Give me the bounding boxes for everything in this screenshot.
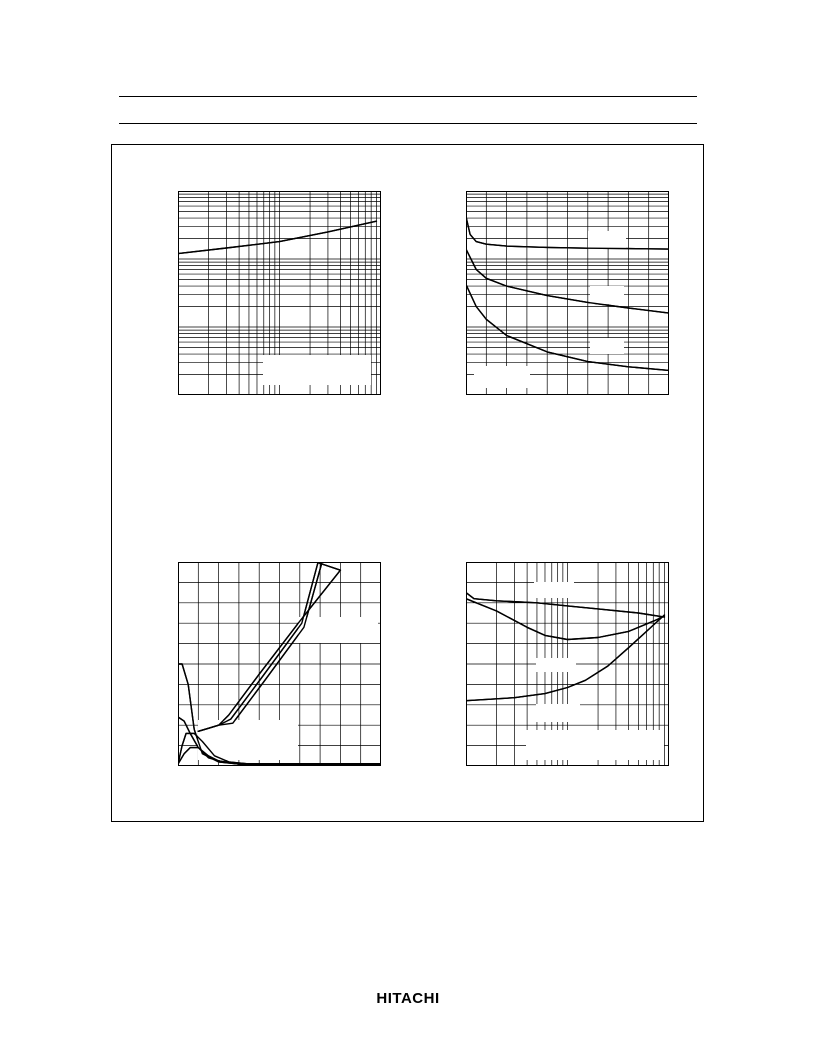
series-line-a-overlay — [198, 562, 340, 731]
series-curve-2 — [466, 599, 664, 640]
header-rule-top — [119, 96, 697, 97]
label-area-0 — [588, 231, 626, 249]
series-line-c — [198, 562, 322, 731]
label-area-2 — [536, 704, 580, 722]
label-area-2 — [590, 338, 624, 354]
label-area-3 — [474, 366, 530, 388]
label-area-1 — [590, 286, 624, 304]
chart-bottom-left — [178, 562, 381, 766]
grid — [466, 191, 669, 395]
series-curve-1-overlay — [178, 221, 376, 253]
label-area-1 — [536, 658, 576, 672]
label-area-0 — [298, 617, 378, 643]
series-line-a — [198, 562, 340, 731]
header-rule-bottom — [119, 123, 697, 124]
label-area-3 — [526, 730, 664, 760]
chart-bottom-right — [466, 562, 669, 766]
series-line-c-overlay — [198, 562, 322, 731]
series-curve-2-overlay — [466, 599, 664, 640]
series-curve-3-overlay — [466, 615, 664, 701]
label-area-0 — [534, 582, 574, 598]
chart-top-left — [178, 191, 381, 395]
label-area-0 — [263, 355, 371, 385]
brand-logo-text: HITACHI — [376, 990, 440, 1007]
series-curve-1 — [178, 221, 376, 253]
chart-top-right — [466, 191, 669, 395]
